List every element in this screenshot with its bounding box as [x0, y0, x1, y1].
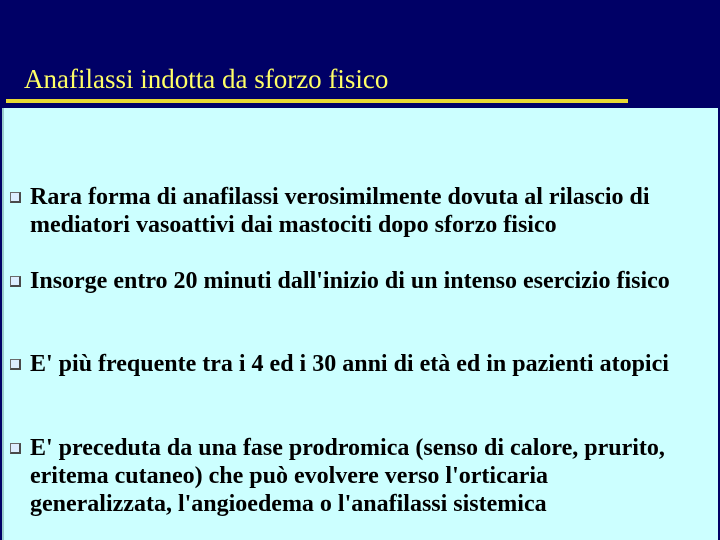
checkbox-square-icon [10, 359, 21, 370]
checkbox-square-icon [10, 276, 21, 287]
checkbox-square-icon [10, 443, 21, 454]
bullet-text: E' più frequente tra i 4 ed i 30 anni di età ed in pazienti atopici [30, 351, 669, 377]
bullet-item [4, 434, 694, 518]
slide-title: Anafilassi indotta da sforzo fisico [24, 64, 389, 94]
title-underline [6, 99, 628, 103]
bullet-text: Insorge entro 20 minuti dall'inizio di un intenso esercizio fisico [30, 268, 670, 294]
checkbox-square-icon [10, 192, 21, 203]
slide-content [2, 108, 718, 540]
bullet-text: Rara forma di anafilassi verosimilmente dovuta al rilascio di mediatori vasoattivi dai mastociti dopo sforzo fisico [30, 184, 650, 238]
bullet-item [4, 183, 694, 239]
bullet-text: E' preceduta da una fase prodromica (senso di calore, prurito, eritema cutaneo) che può evolvere verso l'orticaria generalizzata, l'angioedema o l'anafilassi sistemica [30, 435, 665, 517]
bullet-item [4, 350, 694, 378]
bullet-item [4, 267, 694, 295]
